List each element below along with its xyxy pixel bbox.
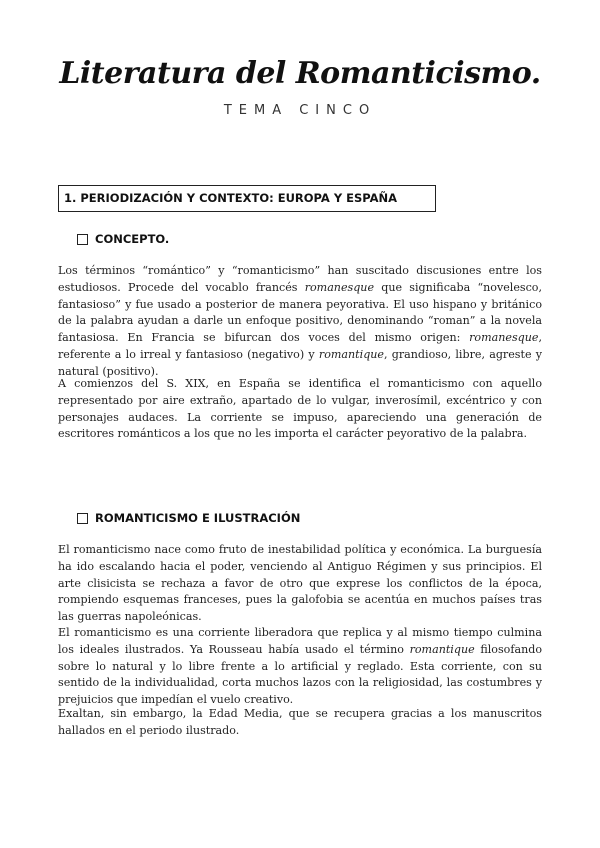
subheading-label: ROMANTICISMO E ILUSTRACIÓN bbox=[95, 511, 301, 525]
italic-term: romanesque bbox=[304, 280, 375, 294]
text-run: que significaba “novelesco, fantasioso” y fue usado a posterior de manera peyorativa. El uso hispano y británico de la palabra ayudan a darle un enfoque positivo, denominando “roman” a la novela fantasiosa. En Francia se bifurcan dos voces del mismo origen: bbox=[58, 280, 543, 345]
subheading-romanticismo bbox=[77, 511, 300, 525]
checkbox-icon bbox=[77, 513, 88, 524]
romanticismo-paragraph-1: El romanticismo nace como fruto de inestabilidad política y económica. La burguesía ha ido escalando hacia el poder, venciendo al Antiguo Régimen y sus principios. El arte clisicista se rechaza a favor de otro que exprese los conflictos de la época, rompiendo esquemas franceses, pues la galofobia se acentúa en muchos países tras las guerras napoleónicas. bbox=[58, 543, 542, 624]
italic-term: romantique bbox=[409, 642, 475, 656]
page-subtitle: TEMA CINCO bbox=[223, 103, 377, 118]
subheading-concepto bbox=[77, 232, 169, 246]
text-run: filosofando sobre lo natural y lo libre frente a lo artificial y reglado. Esta corriente, con su sentido de la individualidad, corta muchos lazos con la religiosidad, las costumbres y prejuicios que impedían el vuelo creativo. bbox=[58, 642, 543, 707]
section-heading-box: 1. PERIODIZACIÓN Y CONTEXTO: EUROPA Y ESPAÑA bbox=[58, 185, 436, 212]
text-run: El romanticismo es una corriente liberadora que replica y al mismo tiempo culmina los ideales ilustrados. Ya Rousseau había usado el término bbox=[58, 626, 542, 656]
subheading-label: CONCEPTO. bbox=[95, 232, 170, 246]
text-run: , grandioso, libre, agreste y natural (positivo). bbox=[58, 347, 543, 378]
italic-term: romanesque bbox=[469, 331, 539, 345]
text-run: , referente a lo irreal y fantasioso (negativo) y bbox=[58, 331, 542, 361]
text-run: Los términos “romántico” y “romanticismo” han suscitado discusiones entre los estudiosos. Procede del vocablo francés bbox=[58, 264, 542, 294]
romanticismo-paragraph-3: Exaltan, sin embargo, la Edad Media, que se recupera gracias a los manuscritos hallados en el periodo ilustrado. bbox=[58, 707, 542, 737]
concepto-paragraph-2: A comienzos del S. XIX, en España se identifica el romanticismo con aquello representado por aire extraño, apartado de lo vulgar, inverosímil, excéntrico y con personajes audaces. La corriente se impuso, apareciendo una generación de escritores románticos a los que no les importa el carácter peyorativo de la palabra. bbox=[58, 377, 542, 441]
page-title: Literatura del Romanticismo. bbox=[59, 56, 541, 91]
romanticismo-paragraph-2 bbox=[58, 625, 542, 709]
checkbox-icon bbox=[77, 234, 88, 245]
italic-term: romantique bbox=[318, 347, 385, 361]
concepto-paragraph-1 bbox=[58, 263, 542, 381]
